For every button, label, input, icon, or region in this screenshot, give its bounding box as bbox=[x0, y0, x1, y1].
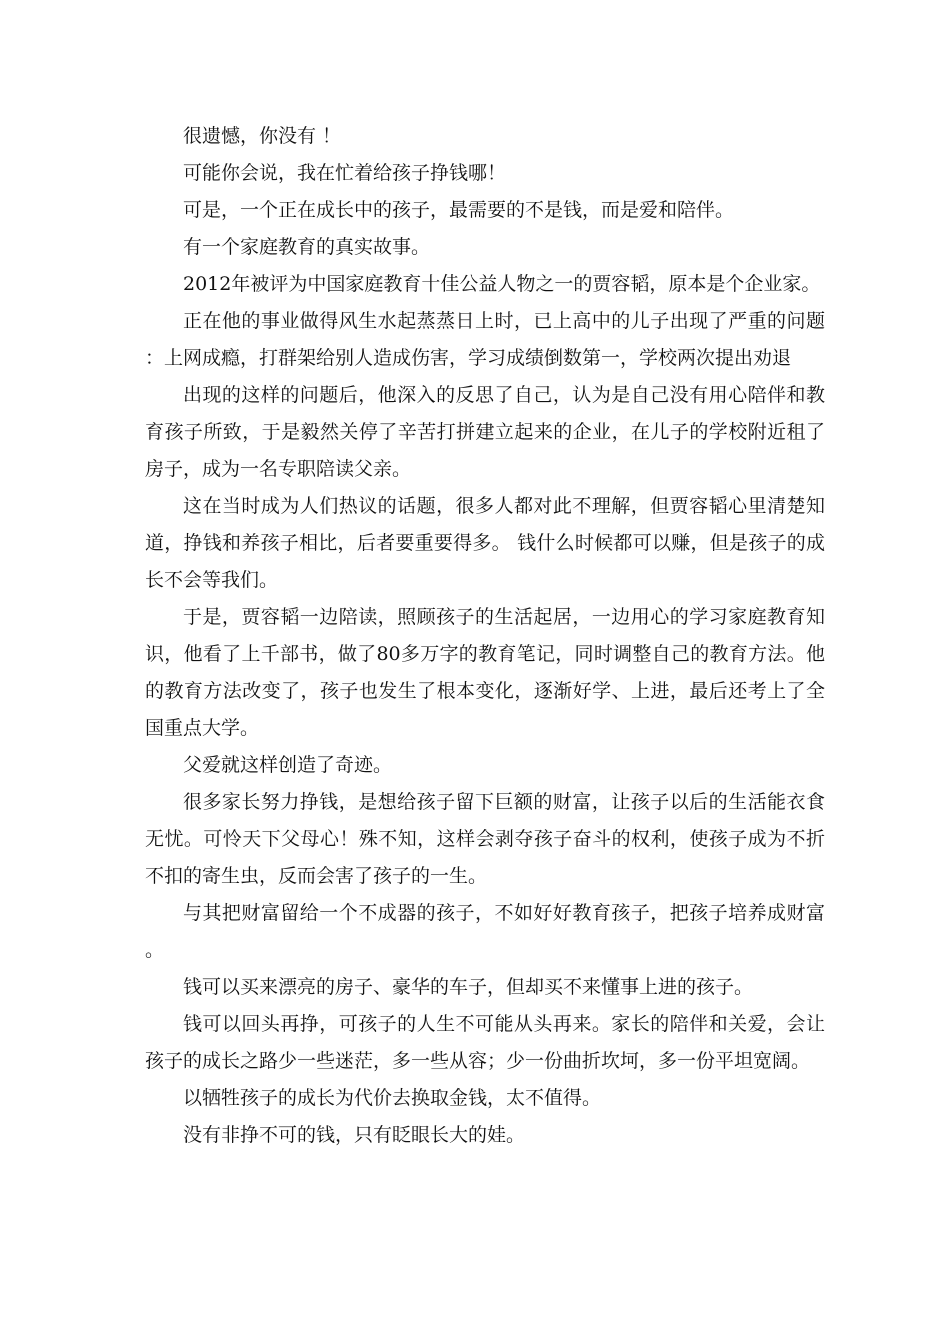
paragraph-10: 父爱就这样创造了奇迹。 bbox=[183, 754, 393, 776]
paragraph-15: 以牺牲孩子的成长为代价去换取金钱，太不值得。 bbox=[183, 1087, 602, 1109]
paragraph-3: 可是，一个正在成长中的孩子，最需要的不是钱，而是爱和陪伴。 bbox=[183, 199, 735, 221]
paragraph-8: 这在当时成为人们热议的话题，很多人都对此不理解，但贾容韬心里清楚知道，挣钱和养孩子相比，后者要重要得多。 钱什么时候都可以赚，但是孩子的成长不会等我们。 bbox=[145, 495, 825, 591]
paragraph-14: 钱可以回头再挣，可孩子的人生不可能从头再来。家长的陪伴和关爱，会让孩子的成长之路少一些迷茫，多一些从容；少一份曲折坎坷，多一份平坦宽阔。 bbox=[145, 1013, 825, 1072]
document-body bbox=[145, 118, 825, 1154]
paragraph-7: 出现的这样的问题后，他深入的反思了自己，认为是自己没有用心陪伴和教育孩子所致，于是毅然关停了辛苦打拼建立起来的企业，在儿子的学校附近租了房子，成为一名专职陪读父亲。 bbox=[145, 384, 825, 480]
paragraph-2: 可能你会说，我在忙着给孩子挣钱哪！ bbox=[183, 162, 507, 184]
paragraph-11: 很多家长努力挣钱，是想给孩子留下巨额的财富，让孩子以后的生活能衣食无忧。可怜天下父母心！殊不知，这样会剥夺孩子奋斗的权利，使孩子成为不折不扣的寄生虫，反而会害了孩子的一生。 bbox=[145, 791, 825, 887]
paragraph-1: 很遗憾，你没有 ！ bbox=[183, 125, 342, 147]
paragraph-5: 2012年被评为中国家庭教育十佳公益人物之一的贾容韬，原本是个企业家。 bbox=[183, 273, 821, 295]
paragraph-12: 与其把财富留给一个不成器的孩子，不如好好教育孩子，把孩子培养成财富。 bbox=[145, 902, 825, 961]
paragraph-4: 有一个家庭教育的真实故事。 bbox=[183, 236, 431, 258]
paragraph-13: 钱可以买来漂亮的房子、豪华的车子，但却买不来懂事上进的孩子。 bbox=[183, 976, 754, 998]
paragraph-16: 没有非挣不可的钱，只有眨眼长大的娃。 bbox=[183, 1124, 526, 1146]
paragraph-6: 正在他的事业做得风生水起蒸蒸日上时，已上高中的儿子出现了严重的问题：上网成瘾，打群架给别人造成伤害，学习成绩倒数第一，学校两次提出劝退 bbox=[145, 310, 825, 369]
paragraph-9: 于是，贾容韬一边陪读，照顾孩子的生活起居，一边用心的学习家庭教育知识，他看了上千部书，做了80多万字的教育笔记，同时调整自己的教育方法。他的教育方法改变了，孩子也发生了根本变化，逐渐好学、上进，最后还考上了全国重点大学。 bbox=[145, 606, 825, 739]
